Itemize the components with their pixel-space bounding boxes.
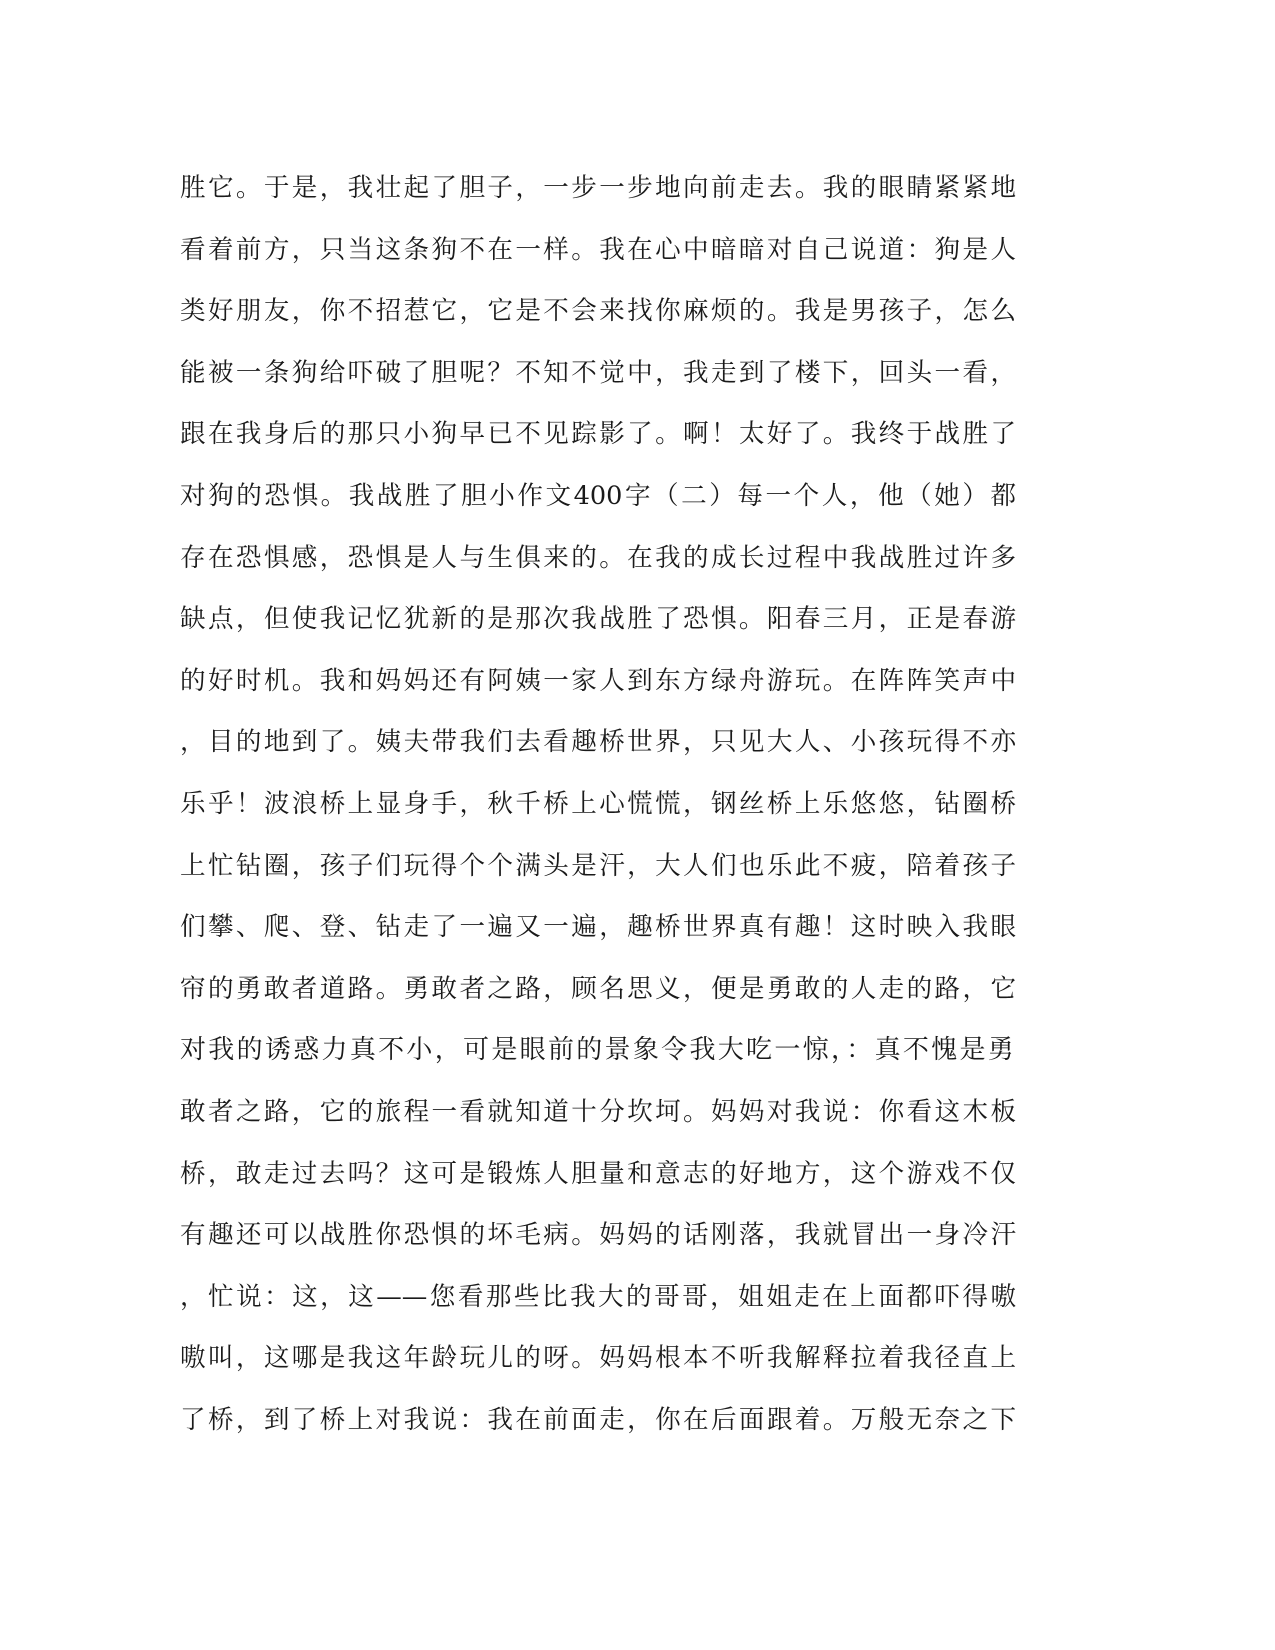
text-line: 的好时机。我和妈妈还有阿姨一家人到东方绿舟游玩。在阵阵笑声中 <box>180 665 1016 696</box>
text-line: 帘的勇敢者道路。勇敢者之路，顾名思义，便是勇敢的人走的路，它 <box>180 973 1016 1004</box>
text-line: 乐乎！波浪桥上显身手，秋千桥上心慌慌，钢丝桥上乐悠悠，钻圈桥 <box>180 788 1016 819</box>
text-line: 们攀、爬、登、钻走了一遍又一遍，趣桥世界真有趣！这时映入我眼 <box>180 912 1016 943</box>
text-line: 跟在我身后的那只小狗早已不见踪影了。啊！太好了。我终于战胜了 <box>180 419 1016 450</box>
text-line: 对我的诱惑力真不小，可是眼前的景象令我大吃一惊，：真不愧是勇 <box>180 1035 1016 1066</box>
text-line: 嗷叫，这哪是我这年龄玩儿的呀。妈妈根本不听我解释拉着我径直上 <box>180 1343 1016 1374</box>
text-line: 敢者之路，它的旅程一看就知道十分坎坷。妈妈对我说：你看这木板 <box>180 1096 1016 1127</box>
text-line: 缺点，但使我记忆犹新的是那次我战胜了恐惧。阳春三月，正是春游 <box>180 604 1016 635</box>
text-line: 了桥，到了桥上对我说：我在前面走，你在后面跟着。万般无奈之下 <box>180 1404 1016 1435</box>
text-line: ，忙说：这，这——您看那些比我大的哥哥，姐姐走在上面都吓得嗷 <box>180 1281 1016 1312</box>
text-line: 桥，敢走过去吗？这可是锻炼人胆量和意志的好地方，这个游戏不仅 <box>180 1158 1016 1189</box>
text-line: 能被一条狗给吓破了胆呢？不知不觉中，我走到了楼下，回头一看， <box>180 357 1016 388</box>
text-line: 看着前方，只当这条狗不在一样。我在心中暗暗对自己说道：狗是人 <box>180 234 1016 265</box>
text-line: 上忙钻圈，孩子们玩得个个满头是汗，大人们也乐此不疲，陪着孩子 <box>180 850 1016 881</box>
text-line: 胜它。于是，我壮起了胆子，一步一步地向前走去。我的眼睛紧紧地 <box>180 173 1016 203</box>
text-line: 对狗的恐惧。我战胜了胆小作文400字（二）每一个人，他（她）都 <box>180 480 1016 511</box>
body-text <box>180 158 1016 1451</box>
text-line: 存在恐惧感，恐惧是人与生俱来的。在我的成长过程中我战胜过许多 <box>180 542 1016 573</box>
text-line: 类好朋友，你不招惹它，它是不会来找你麻烦的。我是男孩子，怎么 <box>180 296 1016 327</box>
text-line: 有趣还可以战胜你恐惧的坏毛病。妈妈的话刚落，我就冒出一身冷汗 <box>180 1220 1016 1251</box>
text-line: ，目的地到了。姨夫带我们去看趣桥世界，只见大人、小孩玩得不亦 <box>180 727 1016 758</box>
